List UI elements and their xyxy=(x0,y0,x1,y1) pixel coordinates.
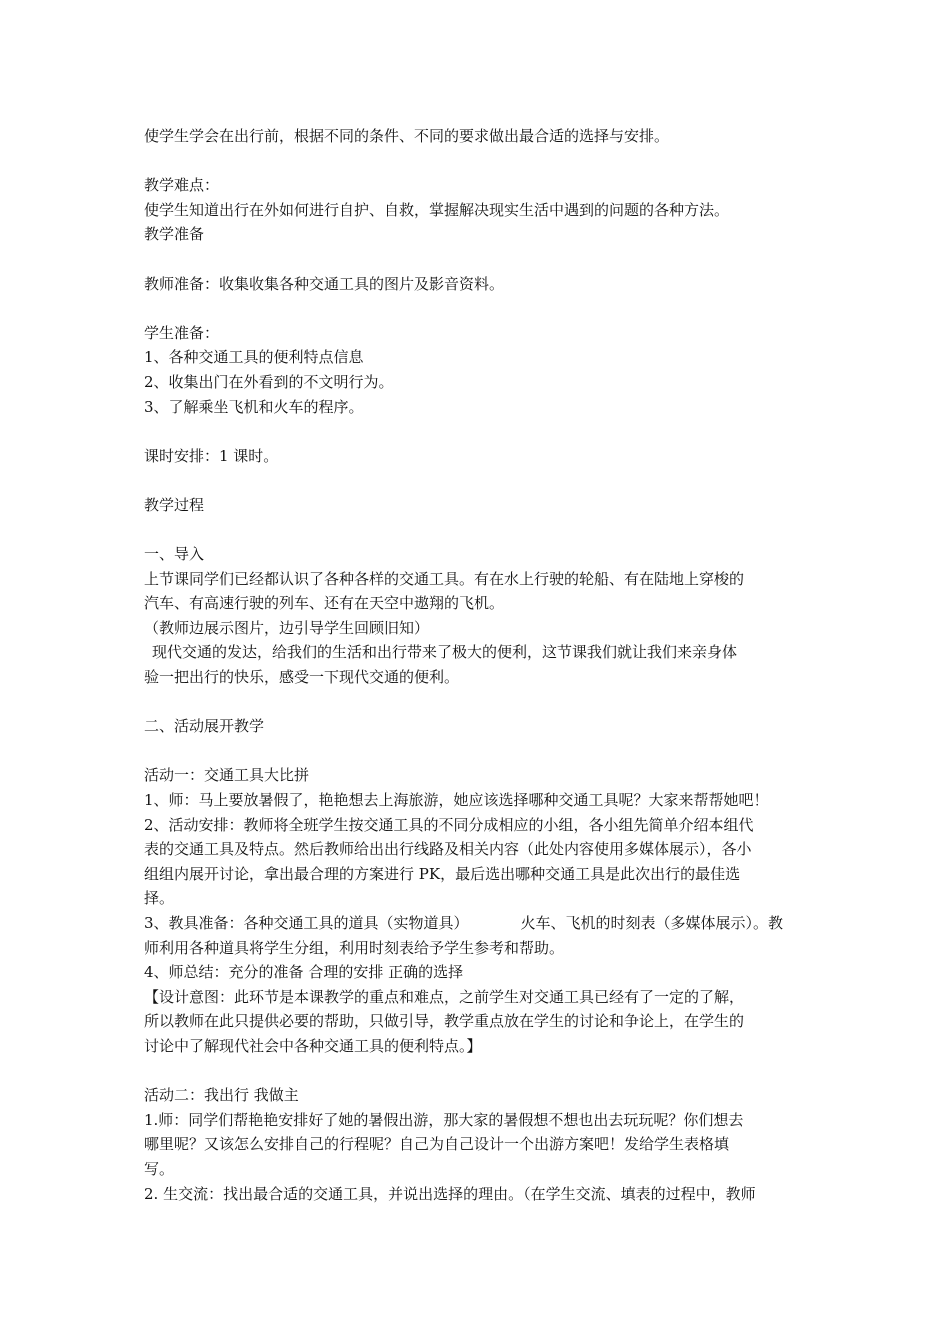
student-prep-item: 3、了解乘坐飞机和火车的程序。 xyxy=(144,397,364,416)
step-3-part-a: 3、教具准备：各种交通工具的道具（实物道具） xyxy=(144,914,469,932)
spacer xyxy=(144,518,834,543)
intro-heading: 一、导入 xyxy=(144,545,205,564)
activity-section-heading: 二、活动展开教学 xyxy=(144,717,265,736)
prep-heading: 教学准备 xyxy=(144,225,205,244)
activity-one-step-1: 1、师：马上要放暑假了，艳艳想去上海旅游，她应该选择哪种交通工具呢？大家来帮帮她吧！ xyxy=(144,791,769,810)
process-heading: 教学过程 xyxy=(144,495,205,514)
activity-one-step-2-line: 2、活动安排：教师将全班学生按交通工具的不同分成相应的小组，各小组先简单介绍本组代 xyxy=(144,815,754,834)
spacer xyxy=(144,739,834,764)
activity-two-title: 活动二：我出行 我做主 xyxy=(144,1086,299,1105)
activity-two-step-1-line: 哪里呢？又该怎么安排自己的行程呢？自己为自己设计一个出游方案吧！发给学生表格填 xyxy=(144,1135,730,1154)
activity-one-step-3-line xyxy=(144,911,834,936)
intro-text-line: 汽车、有高速行驶的列车、还有在天空中遨翔的飞机。 xyxy=(144,594,505,613)
design-intent-line: 【设计意图：此环节是本课教学的重点和难点，之前学生对交通工具已经有了一定的了解， xyxy=(144,987,745,1006)
student-prep-item: 2、收集出门在外看到的不文明行为。 xyxy=(144,372,394,391)
step-3-part-b: 火车、飞机的时刻表（多媒体展示）。教 xyxy=(520,914,784,932)
lesson-plan-body xyxy=(144,124,834,1206)
spacer xyxy=(144,419,834,444)
schedule: 课时安排：1 课时。 xyxy=(144,446,279,465)
activity-one-step-2-line: 择。 xyxy=(144,889,175,908)
spacer xyxy=(144,296,834,321)
spacer xyxy=(144,149,834,174)
design-intent-line: 讨论中了解现代社会中各种交通工具的便利特点。】 xyxy=(144,1036,482,1055)
activity-two-step-1-line: 写。 xyxy=(144,1159,175,1178)
spacer xyxy=(144,468,834,493)
intro-note: （教师边展示图片，边引导学生回顾旧知） xyxy=(144,618,430,637)
student-prep-item: 1、各种交通工具的便利特点信息 xyxy=(144,348,364,367)
spacer xyxy=(144,247,834,272)
teacher-prep: 教师准备：收集收集各种交通工具的图片及影音资料。 xyxy=(144,274,505,293)
activity-two-step-2: 2. 生交流：找出最合适的交通工具，并说出选择的理由。（在学生交流、填表的过程中，教师 xyxy=(144,1184,756,1203)
activity-one-step-2-line: 表的交通工具及特点。然后教师给出出行线路及相关内容（此处内容使用多媒体展示），各小 xyxy=(144,840,752,859)
difficulty-heading: 教学难点： xyxy=(144,176,220,195)
activity-one-step-2-line: 组组内展开讨论，拿出最合理的方案进行 PK，最后选出哪种交通工具是此次出行的最佳选 xyxy=(144,864,741,883)
student-prep-heading: 学生准备： xyxy=(144,323,220,342)
activity-one-title: 活动一：交通工具大比拼 xyxy=(144,766,310,785)
spacer xyxy=(144,690,834,715)
intro-paragraph-line: 验一把出行的快乐，感受一下现代交通的便利。 xyxy=(144,668,460,687)
design-intent-line: 所以教师在此只提供必要的帮助，只做引导，教学重点放在学生的讨论和争论上，在学生的 xyxy=(144,1012,745,1031)
activity-two-step-1-line: 1.师：同学们帮艳艳安排好了她的暑假出游，那大家的暑假想不想也出去玩玩呢？你们想去 xyxy=(144,1110,744,1129)
activity-one-step-3-line: 师利用各种道具将学生分组，利用时刻表给予学生参考和帮助。 xyxy=(144,938,565,957)
spacer xyxy=(144,1059,834,1084)
intro-text-line: 上节课同学们已经都认识了各种各样的交通工具。有在水上行驶的轮船、有在陆地上穿梭的 xyxy=(144,569,745,588)
difficulty-text: 使学生知道出行在外如何进行自护、自救，掌握解决现实生活中遇到的问题的各种方法。 xyxy=(144,200,730,219)
teaching-focus-text: 使学生学会在出行前，根据不同的条件、不同的要求做出最合适的选择与安排。 xyxy=(144,127,670,145)
activity-one-step-4: 4、师总结：充分的准备 合理的安排 正确的选择 xyxy=(144,963,464,982)
intro-paragraph-line: 现代交通的发达，给我们的生活和出行带来了极大的便利，这节课我们就让我们来亲身体 xyxy=(152,643,738,662)
